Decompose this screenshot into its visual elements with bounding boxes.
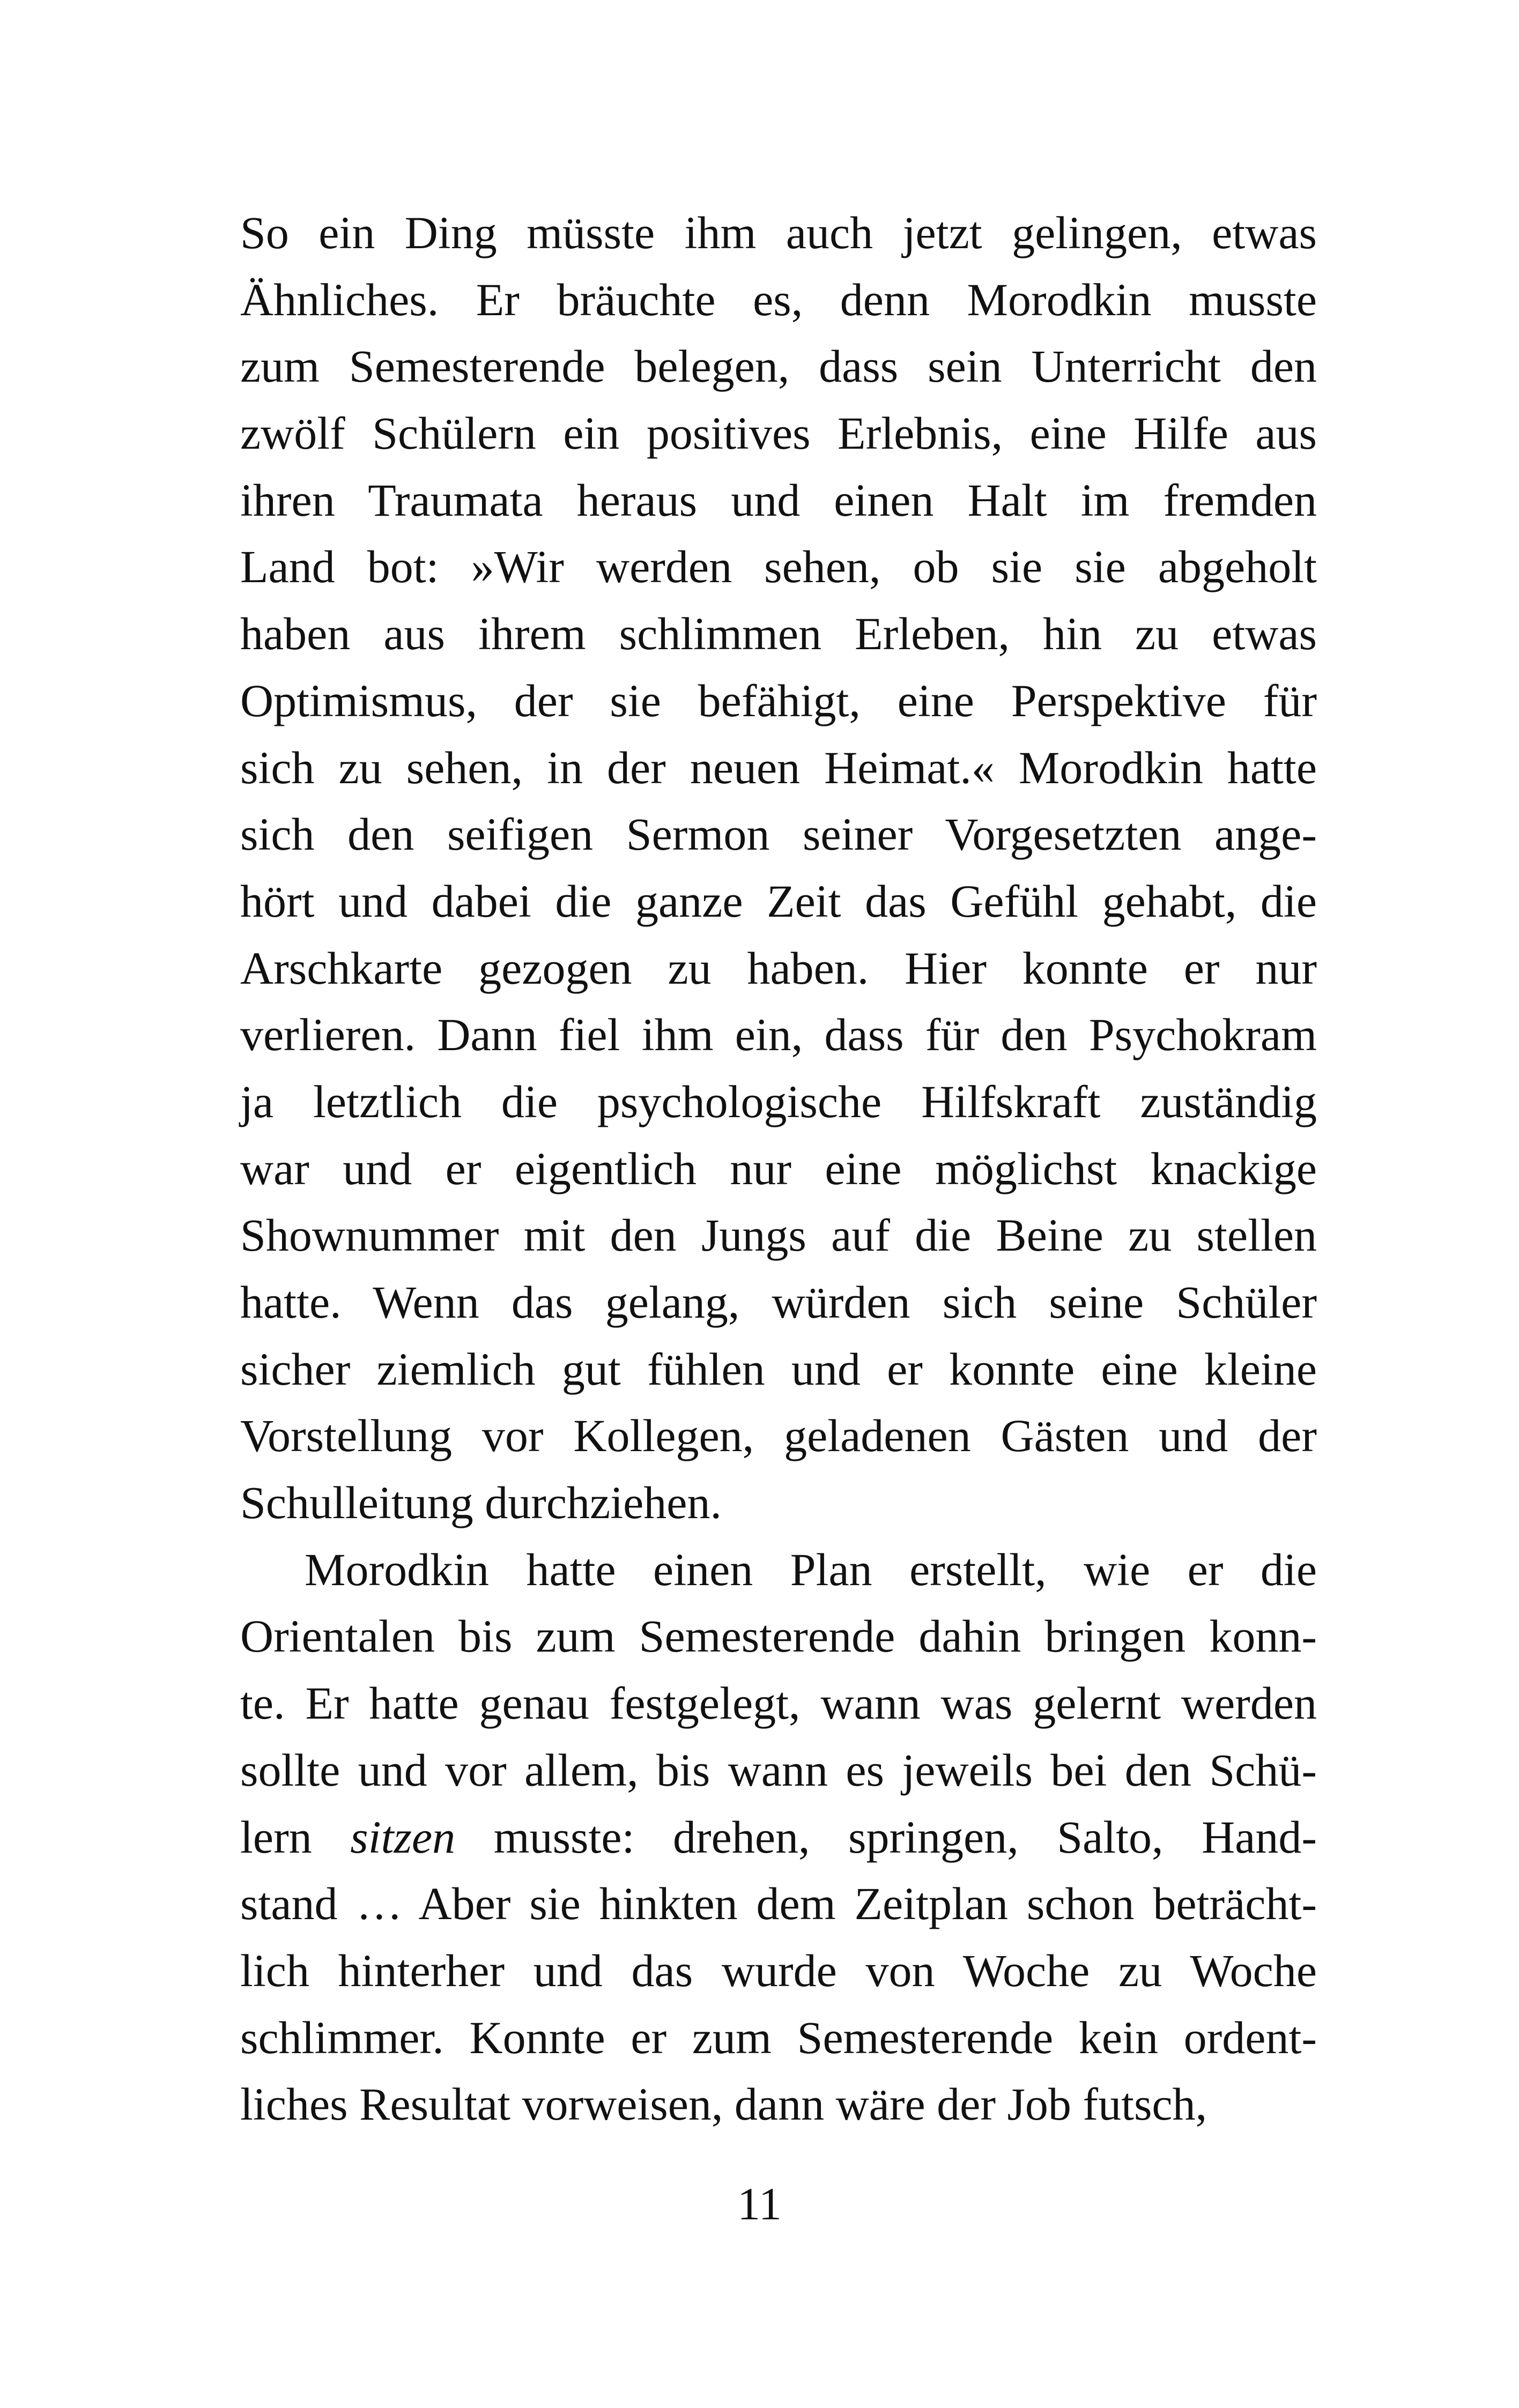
text-line: lich hinterher und das wurde von Woche zu Woche [240,1944,1317,1996]
text-line: Land bot: »Wir werden sehen, ob sie sie abgeholt [240,541,1317,593]
text-line: verlieren. Dann fiel ihm ein, dass für den Psychokram [240,1009,1317,1061]
text-line: ihren Traumata heraus und einen Halt im fremden [240,474,1317,526]
text-line: hatte. Wenn das gelang, würden sich seine Schüler [240,1276,1317,1328]
text-line: zum Semesterende belegen, dass sein Unterricht den [240,340,1317,392]
text-line: Vorstellung vor Kollegen, geladenen Gästen und der [240,1410,1317,1462]
emphasis: sitzen [350,1811,456,1863]
text-line: Optimismus, der sie befähigt, eine Perspektive für [240,674,1317,726]
text-line: lern sitzen musste: drehen, springen, Salto, Hand- [240,1811,1317,1863]
paragraph [240,1536,1317,2138]
paragraph [240,199,1317,1536]
text-line: Shownummer mit den Jungs auf die Beine zu stellen [240,1209,1317,1261]
text-line: war und er eigentlich nur eine möglichst knackige [240,1142,1317,1194]
text-line: te. Er hatte genau festgelegt, wann was gelernt werden [240,1677,1317,1729]
text-line: sicher ziemlich gut fühlen und er konnte eine kleine [240,1343,1317,1395]
text-line: hört und dabei die ganze Zeit das Gefühl gehabt, die [240,875,1317,927]
text-line: schlimmer. Konnte er zum Semesterende kein ordent- [240,2011,1317,2063]
text-line: Schulleitung durchziehen. [240,1477,722,1529]
text-line: Ähnliches. Er bräuchte es, denn Morodkin musste [240,273,1317,325]
text-line: ja letztlich die psychologische Hilfskraft zuständig [240,1075,1317,1127]
text-line: sich den seifigen Sermon seiner Vorgesetzten ange- [240,808,1317,860]
text-line: Orientalen bis zum Semesterende dahin bringen konn- [240,1610,1317,1662]
text-line: liches Resultat vorweisen, dann wäre der Job futsch, [240,2078,1207,2130]
text-line: Arschkarte gezogen zu haben. Hier konnte er nur [240,942,1317,994]
text-line: sollte und vor allem, bis wann es jeweils bei den Schü- [240,1744,1317,1796]
text-line: zwölf Schülern ein positives Erlebnis, eine Hilfe aus [240,407,1317,459]
text-line: haben aus ihrem schlimmen Erleben, hin zu etwas [240,608,1317,660]
page-number: 11 [737,2178,782,2229]
text-line: sich zu sehen, in der neuen Heimat.« Morodkin hatte [240,741,1317,793]
text-line: Morodkin hatte einen Plan erstellt, wie er die [305,1543,1317,1595]
text-line: stand … Aber sie hinkten dem Zeitplan schon beträcht- [240,1878,1317,1930]
body-text [240,199,1317,2138]
text-line: So ein Ding müsste ihm auch jetzt gelingen, etwas [240,207,1317,258]
